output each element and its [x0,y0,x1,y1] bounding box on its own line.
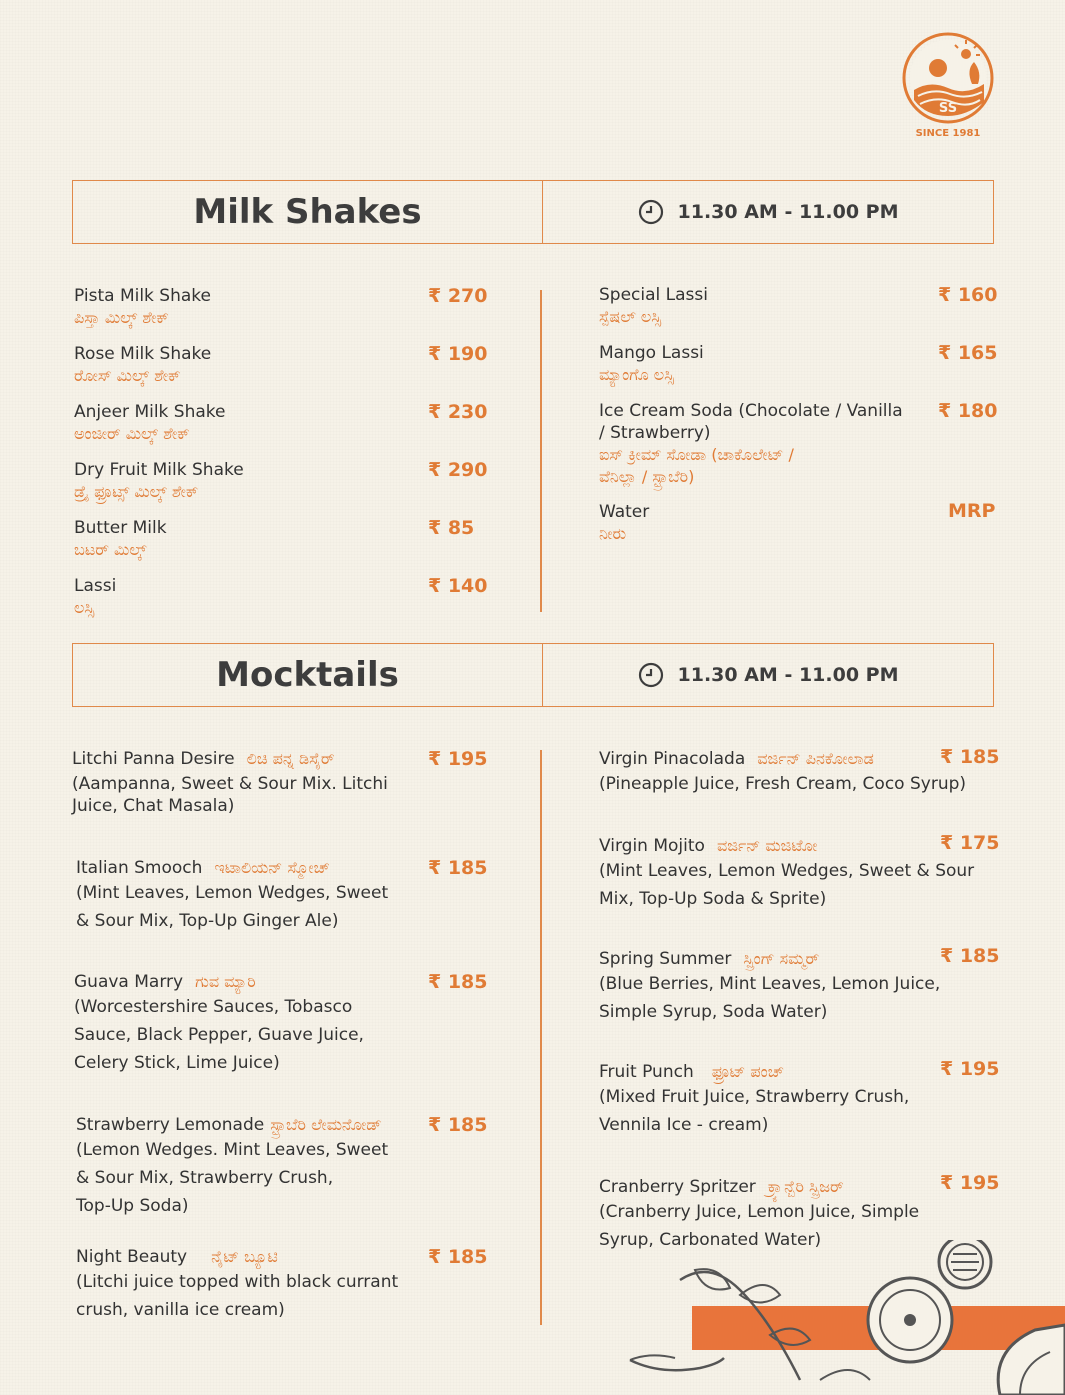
menu-item [74,343,211,387]
item-name: Fruit Punch [599,1062,694,1082]
item-name-kannada: ವೆನಿಲ್ಲಾ / ಸ್ಟ್ರಾಬೆರಿ) [599,467,695,486]
item-name-kannada: ಲಿಚಿ ಪನ್ನ ಡಿಸೈರ್ [246,749,335,768]
item-description: (Blue Berries, Mint Leaves, Lemon Juice, [599,974,941,994]
item-description: Syrup, Carbonated Water) [599,1230,822,1250]
item-description: (Aampanna, Sweet & Sour Mix. Litchi [72,774,388,794]
item-description: (Lemon Wedges. Mint Leaves, Sweet [76,1140,389,1160]
item-name-kannada: ಐಸ್ ಕ್ರೀಮ್ ಸೋಡಾ (ಚಾಕೊಲೇಟ್ / [599,445,794,464]
item-description: Sauce, Black Pepper, Guave Juice, [74,1025,364,1045]
item-price: ₹ 140 [428,575,488,597]
item-description: Vennila Ice - cream) [599,1115,769,1135]
mocktails-hours-text: 11.30 AM - 11.00 PM [677,664,899,686]
menu-item [74,971,364,1077]
menu-item [74,517,167,561]
item-name: Strawberry Lemonade [76,1115,265,1135]
item-description: (Litchi juice topped with black currant [76,1272,399,1292]
mocktails-divider [540,750,542,1325]
item-description: Celery Stick, Lime Juice) [74,1053,280,1073]
restaurant-logo [900,32,996,142]
item-price: ₹ 185 [940,746,1000,768]
item-name: Guava Marry [74,972,184,992]
mocktails-header [72,643,994,707]
item-price: ₹ 185 [940,945,1000,967]
item-name-kannada: ಬಟರ್ ಮಿಲ್ಕ್ [74,540,147,559]
item-price: ₹ 180 [938,400,998,422]
item-price: ₹ 85 [428,517,475,539]
item-name-kannada: ಡ್ರೈ ಫ್ರೂಟ್ಸ್ ಮಿಲ್ಕ್ ಶೇಕ್ [74,482,199,501]
menu-item [599,501,649,545]
item-name-kannada: ಸ್ಟ್ರಾಬೆರಿ ಲೇಮನೋಡ್ [270,1115,382,1134]
item-name-kannada: ನೀರು [599,524,627,543]
menu-item [599,835,974,913]
item-price: ₹ 190 [428,343,488,365]
menu-item [76,1246,398,1324]
item-name-kannada: ಫ್ರೂಟ್ ಪಂಚ್ [711,1062,784,1081]
menu-item [74,575,116,619]
fruit-leaf-illustration [620,1240,1065,1395]
item-name: Cranberry Spritzer [599,1177,756,1197]
menu-item [599,400,903,488]
item-name-kannada: ರೋಸ್ ಮಿಲ್ಕ್ ಶೇಕ್ [74,366,181,385]
item-name-kannada: ಅಂಜೀರ್ ಮಿಲ್ಕ್ ಶೇಕ್ [74,424,190,443]
item-price: ₹ 185 [428,1246,488,1268]
menu-item [74,401,225,445]
menu-item [76,1114,388,1220]
clock-icon [638,662,664,688]
menu-item [599,748,966,798]
milkshakes-header [72,180,994,244]
mocktails-hours [543,644,993,706]
milkshakes-title: Milk Shakes [73,181,543,243]
item-name: Ice Cream Soda (Chocolate / Vanilla [599,401,903,421]
item-price: ₹ 195 [940,1172,1000,1194]
item-description: (Cranberry Juice, Lemon Juice, Simple [599,1202,920,1222]
item-description: & Sour Mix, Top-Up Ginger Ale) [76,911,339,931]
milkshakes-hours-text: 11.30 AM - 11.00 PM [677,201,899,223]
logo-monogram: SS [938,101,958,116]
item-price: ₹ 175 [940,832,1000,854]
item-description: Juice, Chat Masala) [72,796,235,816]
item-name: Mango Lassi [599,343,704,363]
item-price: MRP [948,500,996,522]
item-name: Anjeer Milk Shake [74,402,226,422]
item-price: ₹ 290 [428,459,488,481]
item-price: ₹ 165 [938,342,998,364]
item-price: ₹ 230 [428,401,488,423]
item-name: Virgin Pinacolada [599,749,746,769]
item-description: & Sour Mix, Strawberry Crush, [76,1168,334,1188]
item-name-kannada: ಲಸ್ಸಿ [74,598,95,617]
item-name-kannada: ವರ್ಜಿನ್ ಮಜಿಟೋ [716,836,818,855]
item-name: Lassi [74,576,117,596]
item-name: Pista Milk Shake [74,286,211,306]
menu-item [599,342,704,386]
menu-item [599,1061,909,1139]
menu-item [72,748,388,820]
item-description: (Mixed Fruit Juice, Strawberry Crush, [599,1087,910,1107]
clock-icon [638,199,664,225]
item-name: / Strawberry) [599,423,711,443]
menu-item [74,459,244,503]
menu-item [76,857,388,935]
item-description: (Pineapple Juice, Fresh Cream, Coco Syrup) [599,774,967,794]
item-description: Simple Syrup, Soda Water) [599,1002,828,1022]
item-name: Virgin Mojito [599,836,705,856]
item-name: Italian Smooch [76,858,203,878]
item-price: ₹ 185 [428,971,488,993]
menu-item [74,285,211,329]
milkshakes-hours [543,181,993,243]
item-name: Rose Milk Shake [74,344,212,364]
item-price: ₹ 185 [428,857,488,879]
item-price: ₹ 195 [940,1058,1000,1080]
item-name: Special Lassi [599,285,708,305]
item-description: (Mint Leaves, Lemon Wedges, Sweet [76,883,389,903]
item-name-kannada: ನೈಟ್ ಬ್ಯೂಟಿ [211,1247,278,1266]
item-name-kannada: ಗುವ ಮ್ಯಾರಿ [195,972,256,991]
item-name: Spring Summer [599,949,732,969]
item-name: Litchi Panna Desire [72,749,235,769]
item-name: Night Beauty [76,1247,188,1267]
item-description: (Mint Leaves, Lemon Wedges, Sweet & Sour [599,861,975,881]
milkshakes-divider [540,290,542,612]
item-name: Water [599,502,650,522]
menu-item [599,948,940,1026]
item-name-kannada: ಕ್ರ್ಯಾನ್ಬೆರಿ ಸ್ಪ್ರಿಜರ್ [767,1177,844,1196]
item-description: crush, vanilla ice cream) [76,1300,285,1320]
item-name: Dry Fruit Milk Shake [74,460,244,480]
item-name-kannada: ಮ್ಯಾಂಗೊ ಲಸ್ಸಿ [599,365,675,384]
item-price: ₹ 185 [428,1114,488,1136]
item-name-kannada: ಪಿಸ್ತಾ ಮಿಲ್ಕ್ ಶೇಕ್ [74,308,169,327]
mocktails-title: Mocktails [73,644,543,706]
menu-item [599,284,708,328]
item-name-kannada: ಸ್ಪ್ರಿಂಗ್ ಸಮ್ಮರ್ [743,949,820,968]
item-description: (Worcestershire Sauces, Tobasco [74,997,353,1017]
item-price: ₹ 270 [428,285,488,307]
item-name-kannada: ಇಟಾಲಿಯನ್ ಸ್ಮೋಚ್ [214,858,330,877]
item-description: Mix, Top-Up Soda & Sprite) [599,889,827,909]
item-price: ₹ 160 [938,284,998,306]
item-description: Top-Up Soda) [76,1196,189,1216]
item-name-kannada: ಸ್ಪೆಷಲ್ ಲಸ್ಸಿ [599,307,662,326]
item-name: Butter Milk [74,518,167,538]
item-name-kannada: ವರ್ಜಿನ್ ಪಿನಕೋಲಾಡ [757,749,874,768]
logo-since-text: SINCE 1981 [915,128,981,139]
item-price: ₹ 195 [428,748,488,770]
